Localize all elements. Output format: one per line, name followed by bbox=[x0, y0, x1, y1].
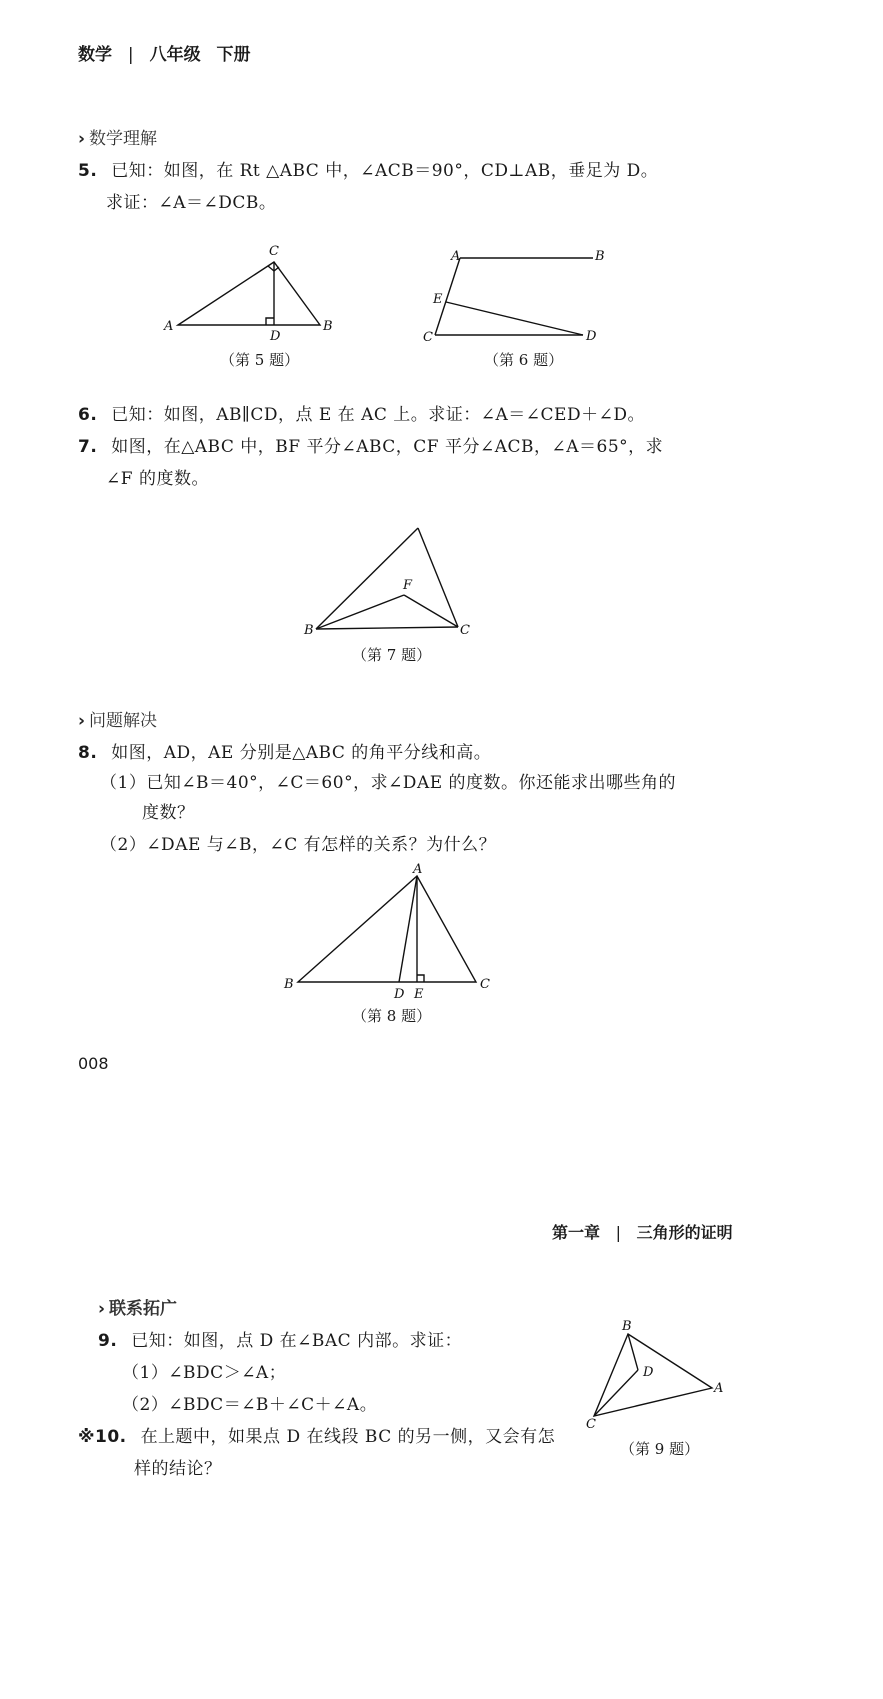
chevron-right-icon: › bbox=[78, 129, 86, 149]
problem-5 bbox=[78, 156, 658, 181]
label-a: A bbox=[413, 862, 423, 877]
problem-number: 8. bbox=[78, 743, 98, 763]
page-number: 008 bbox=[78, 1054, 109, 1073]
label-f: F bbox=[403, 578, 413, 593]
figure-8-caption: （第 8 题） bbox=[352, 1007, 432, 1025]
problem-7 bbox=[78, 432, 663, 457]
chapter-title: 三角形的证明 bbox=[636, 1223, 733, 1242]
section-title: 问题解决 bbox=[89, 711, 158, 731]
figure-5 bbox=[160, 240, 340, 350]
line-fc bbox=[404, 595, 458, 627]
bisector-ad bbox=[399, 876, 417, 982]
label-b: B bbox=[284, 977, 294, 992]
problem-10 bbox=[78, 1422, 555, 1447]
header-grade: 八年级 bbox=[149, 45, 201, 65]
label-e: E bbox=[414, 987, 424, 1002]
problem-number: 6. bbox=[78, 405, 98, 425]
triangle-abc bbox=[298, 876, 476, 982]
label-d: D bbox=[270, 329, 281, 344]
header-separator: | bbox=[127, 45, 134, 65]
label-c: C bbox=[586, 1417, 596, 1430]
problem-text: 已知：如图，在 Rt △ABC 中，∠ACB＝90°，CD⊥AB，垂足为 D。 bbox=[111, 161, 659, 181]
problem-text: 在上题中，如果点 D 在线段 BC 的另一侧，又会有怎 bbox=[140, 1427, 556, 1447]
right-angle-d-mark bbox=[266, 318, 274, 325]
problem-text: 如图，AD，AE 分别是△ABC 的角平分线和高。 bbox=[111, 743, 492, 763]
problem-9 bbox=[98, 1326, 462, 1351]
label-c: C bbox=[460, 623, 470, 638]
problem-text: 如图，在△ABC 中，BF 平分∠ABC，CF 平分∠ACB，∠A＝65°，求 bbox=[111, 437, 664, 457]
problem-number: ※10. bbox=[78, 1427, 127, 1447]
chapter-label: 第一章 bbox=[552, 1223, 601, 1242]
label-d: D bbox=[586, 329, 597, 344]
right-angle-e-mark bbox=[417, 975, 424, 982]
section-title: 数学理解 bbox=[89, 129, 158, 149]
problem-7-line2: ∠F 的度数。 bbox=[106, 469, 209, 489]
section-problem-solving bbox=[78, 706, 157, 731]
figure-7 bbox=[300, 520, 480, 640]
problem-5-line2: 求证：∠A＝∠DCB。 bbox=[106, 193, 277, 213]
label-b: B bbox=[304, 623, 314, 638]
section-title: 联系拓广 bbox=[109, 1299, 178, 1319]
problem-8-q1a: （1）已知∠B＝40°，∠C＝60°，求∠DAE 的度数。你还能求出哪些角的 bbox=[100, 773, 677, 793]
problem-number: 5. bbox=[78, 161, 98, 181]
problem-number: 7. bbox=[78, 437, 98, 457]
problem-10-line2: 样的结论？ bbox=[134, 1459, 222, 1479]
header-separator: | bbox=[615, 1223, 621, 1242]
label-c: C bbox=[480, 977, 490, 992]
figure-7-caption: （第 7 题） bbox=[352, 646, 432, 664]
label-b: B bbox=[323, 319, 333, 334]
line-bc bbox=[316, 627, 458, 629]
header-volume: 下册 bbox=[216, 45, 251, 65]
problem-8-q2: （2）∠DAE 与∠B，∠C 有怎样的关系？为什么？ bbox=[100, 835, 497, 855]
label-c: C bbox=[269, 244, 279, 259]
figure-9-caption: （第 9 题） bbox=[620, 1440, 700, 1458]
figure-6-caption: （第 6 题） bbox=[484, 351, 564, 369]
problem-9-q1: （1）∠BDC＞∠A； bbox=[122, 1363, 287, 1383]
section-understanding bbox=[78, 124, 157, 149]
label-b: B bbox=[622, 1319, 632, 1334]
problem-8-q1b: 度数？ bbox=[142, 803, 195, 823]
problem-6 bbox=[78, 400, 645, 425]
label-d: D bbox=[643, 1365, 654, 1380]
line-dc bbox=[594, 1370, 638, 1416]
label-a: A bbox=[714, 1381, 724, 1396]
triangle-abc bbox=[178, 262, 320, 325]
chevron-right-icon: › bbox=[98, 1299, 106, 1319]
line-ed bbox=[446, 302, 583, 335]
figure-6 bbox=[415, 245, 615, 345]
label-a: A bbox=[164, 319, 174, 334]
figure-9 bbox=[580, 1318, 730, 1430]
label-c: C bbox=[423, 330, 433, 345]
label-b: B bbox=[595, 249, 605, 264]
chapter-header bbox=[552, 1220, 733, 1243]
page-header bbox=[78, 40, 251, 65]
chevron-right-icon: › bbox=[78, 711, 86, 731]
figure-8 bbox=[280, 862, 500, 1002]
problem-8 bbox=[78, 738, 491, 763]
line-bf bbox=[316, 595, 404, 629]
figure-5-caption: （第 5 题） bbox=[220, 351, 300, 369]
problem-text: 已知：如图，点 D 在∠BAC 内部。求证： bbox=[131, 1331, 463, 1351]
section-extension bbox=[98, 1294, 177, 1319]
label-e: E bbox=[433, 292, 443, 307]
label-a: A bbox=[451, 249, 461, 264]
label-d: D bbox=[394, 987, 405, 1002]
problem-number: 9. bbox=[98, 1331, 118, 1351]
problem-9-q2: （2）∠BDC＝∠B＋∠C＋∠A。 bbox=[122, 1395, 378, 1415]
problem-text: 已知：如图，AB∥CD，点 E 在 AC 上。求证：∠A＝∠CED＋∠D。 bbox=[111, 405, 645, 425]
line-ac bbox=[418, 528, 458, 627]
header-subject: 数学 bbox=[78, 45, 112, 65]
